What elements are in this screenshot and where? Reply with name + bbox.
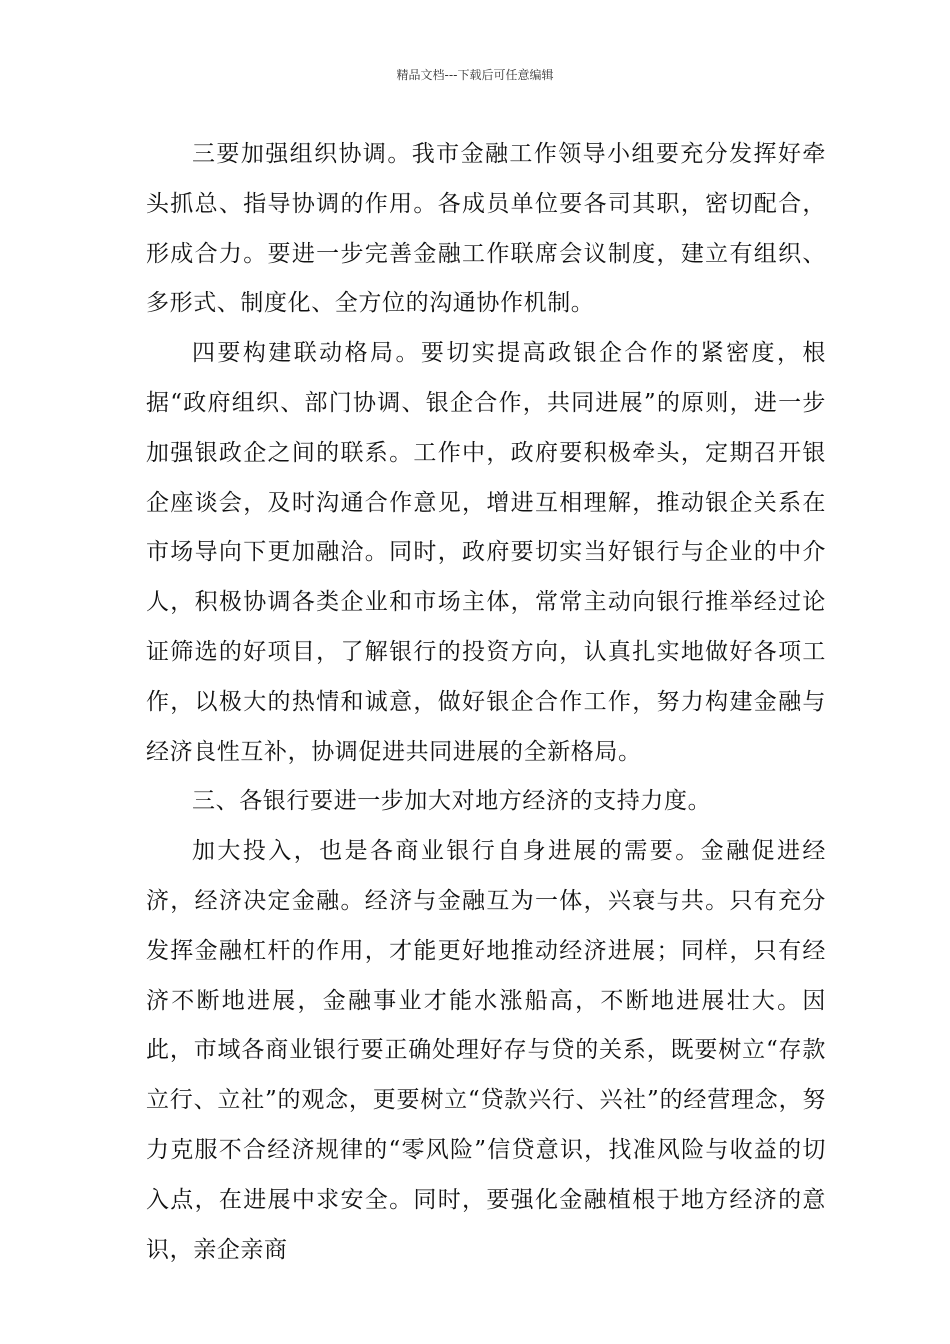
paragraph-organization-coordination: 三要加强组织协调。我市金融工作领导小组要充分发挥好牵头抓总、指导协调的作用。各成员单位要各司其职，密切配合，形成合力。要进一步完善金融工作联席会议制度，建立有组织、多形式、制度化、全方位的沟通协作机制。 — [146, 141, 826, 317]
paragraph-linkage-pattern: 四要构建联动格局。要切实提高政银企合作的紧密度，根据“政府组织、部门协调、银企合作，共同进展”的原则，进一步加强银政企之间的联系。工作中，政府要积极牵头，定期召开银企座谈会，及时沟通合作意见，增进互相理解，推动银企关系在市场导向下更加融洽。同时，政府要切实当好银行与企业的中介人，积极协调各类企业和市场主体，常常主动向银行推举经过论证筛选的好项目，了解银行的投资方向，认真扎实地做好各项工作，以极大的热情和诚意，做好银企合作工作，努力构建金融与经济良性互补，协调促进共同进展的全新格局。 — [146, 340, 826, 765]
paragraph-increase-investment: 加大投入，也是各商业银行自身进展的需要。金融促进经济，经济决定金融。经济与金融互为一体，兴衰与共。只有充分发挥金融杠杆的作用，才能更好地推动经济进展；同样，只有经济不断地进展，金融事业才能水涨船高，不断地进展壮大。因此，市域各商业银行要正确处理好存与贷的关系，既要树立“存款立行、立社”的观念，更要树立“贷款兴行、兴社”的经营理念，努力克服不合经济规律的“零风险”信贷意识，找准风险与收益的切入点，在进展中求安全。同时，要强化金融植根于地方经济的意识，亲企亲商 — [146, 838, 826, 1263]
document-body — [146, 130, 826, 1275]
page-header: 精品文档---下载后可任意编辑 — [396, 68, 554, 82]
section-heading-bank-support: 三、各银行要进一步加大对地方经济的支持力度。 — [192, 788, 712, 815]
